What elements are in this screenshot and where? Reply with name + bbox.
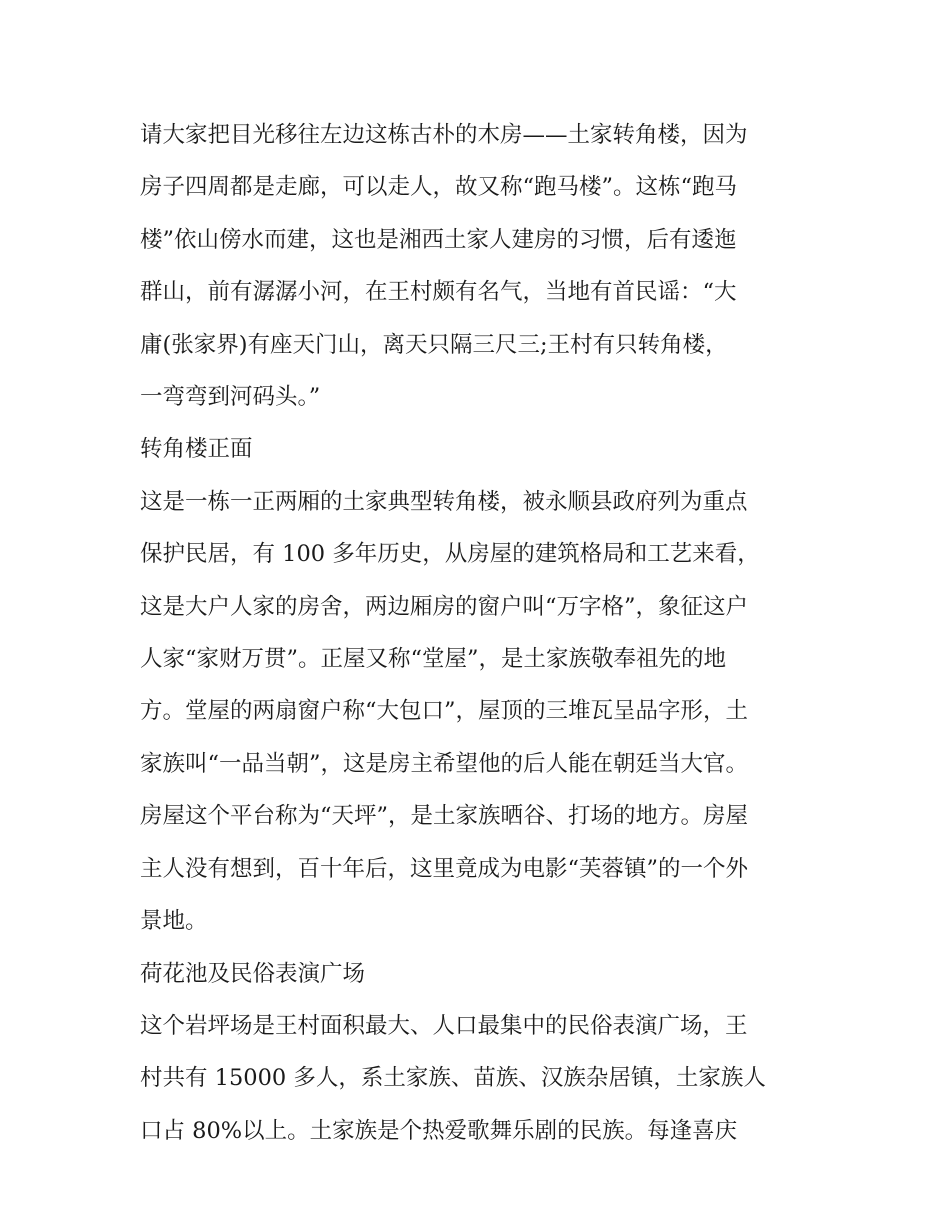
heading-text: 荷花池及民俗表演广场 (140, 960, 366, 987)
paragraph-zhuanjiaolou-front (140, 476, 820, 948)
text-line: 这个岩坪场是王村面积最大、人口最集中的民俗表演广场，王 (140, 1012, 748, 1039)
text-line: 景地。 (140, 908, 208, 935)
text-line: 方。堂屋的两扇窗户称“大包口”，屋顶的三堆瓦呈品字形，土 (140, 698, 749, 725)
text-line: 主人没有想到，百十年后，这里竟成为电影“芙蓉镇”的一个外 (140, 855, 749, 882)
paragraph-zhuanjiaolou-intro (140, 109, 820, 423)
heading-text: 转角楼正面 (140, 436, 253, 463)
text-line: 一弯弯到河码头。” (140, 384, 321, 411)
text-line: 房子四周都是走廊，可以走人，故又称“跑马楼”。这栋“跑马 (140, 174, 738, 201)
text-line: 这是一栋一正两厢的土家典型转角楼，被永顺县政府列为重点 (140, 488, 748, 515)
text-line: 这是大户人家的房舍，两边厢房的窗户叫“万字格”，象征这户 (140, 593, 749, 620)
text-line: 人家“家财万贯”。正屋又称“堂屋”，是土家族敬奉祖先的地 (140, 646, 727, 673)
text-line: 庸(张家界)有座天门山，离天只隔三尺三;王村有只转角楼， (140, 331, 728, 358)
text-line: 村共有 15000 多人，系土家族、苗族、汉族杂居镇，土家族人 (140, 1065, 766, 1092)
paragraph-folk-square (140, 1000, 820, 1157)
text-line: 群山，前有潺潺小河，在王村颇有名气，当地有首民谣：“大 (140, 279, 737, 306)
text-line: 请大家把目光移往左边这栋古朴的木房——土家转角楼，因为 (140, 122, 748, 148)
text-line: 口占 80%以上。土家族是个热爱歌舞乐剧的民族。每逢喜庆 (140, 1117, 738, 1144)
text-line: 楼”依山傍水而建，这也是湘西土家人建房的习惯，后有逶迤 (140, 226, 737, 253)
text-line: 家族叫“一品当朝”，这是房主希望他的后人能在朝廷当大官。 (140, 750, 749, 777)
text-line: 房屋这个平台称为“天坪”，是土家族晒谷、打场的地方。房屋 (140, 803, 749, 830)
section-heading-zhuanjiaolou-front (140, 423, 820, 475)
text-line: 保护民居，有 100 多年历史，从房屋的建筑格局和工艺来看， (140, 541, 760, 568)
document-body (140, 109, 820, 1157)
section-heading-lotus-pond (140, 948, 820, 1000)
